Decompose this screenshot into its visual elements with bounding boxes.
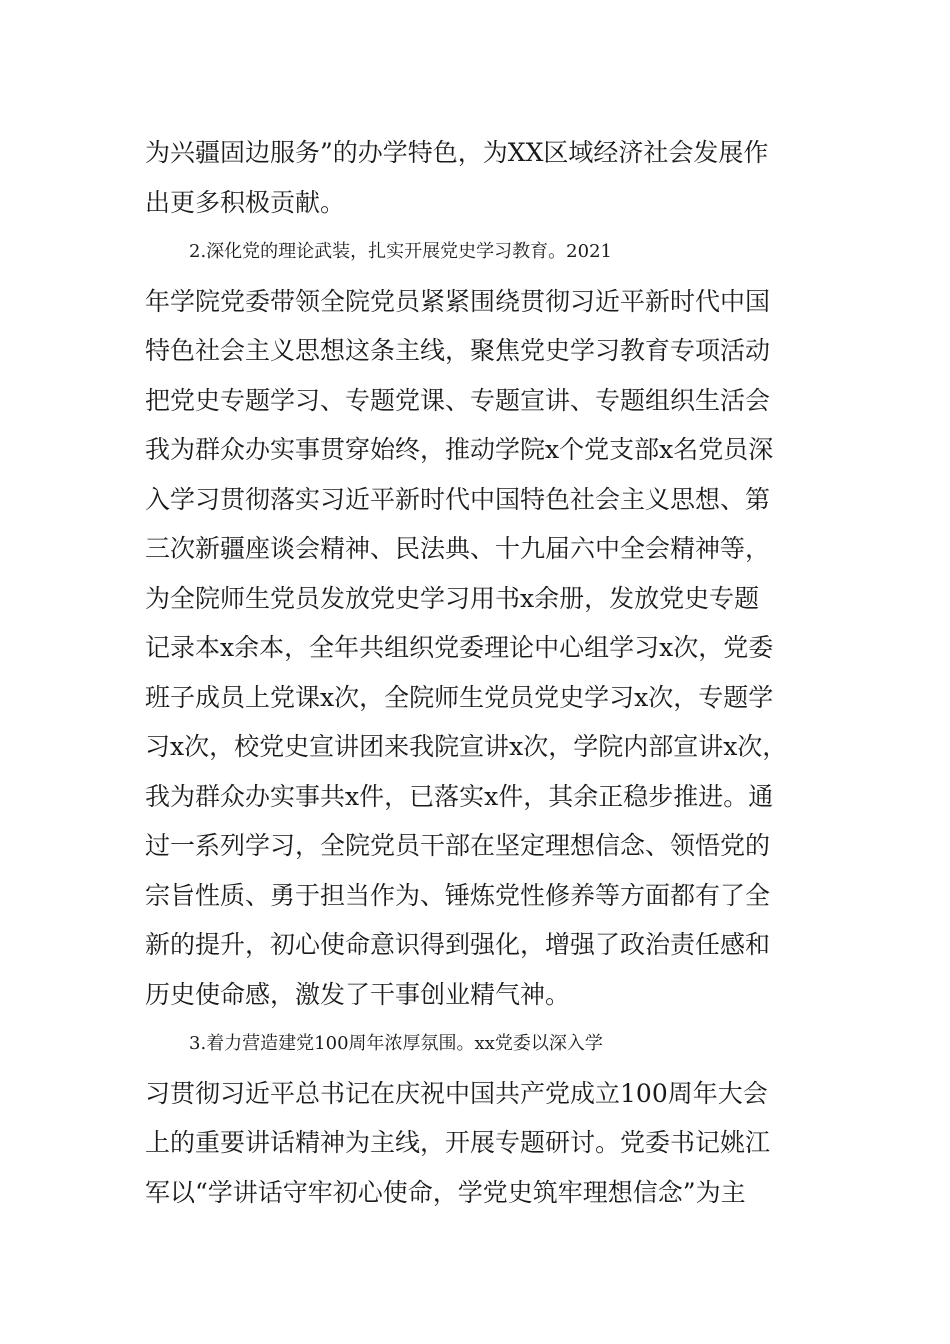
text-line: 三次新疆座谈会精神、民法典、十九届六中全会精神等， bbox=[145, 534, 771, 563]
text-line: 记录本x余本，全年共组织党委理论中心组学习x次，党委 bbox=[145, 633, 774, 662]
text-line: 我为群众办实事贯穿始终，推动学院x个党支部x名党员深 bbox=[145, 435, 774, 464]
text-line: 上的重要讲话精神为主线，开展专题研讨。党委书记姚江 bbox=[145, 1128, 771, 1157]
text-line: 为兴疆固边服务”的办学特色，为XX区域经济社会发展作 bbox=[145, 138, 769, 167]
text-line: 习贯彻习近平总书记在庆祝中国共产党成立100周年大会 bbox=[145, 1078, 768, 1108]
text-line: 年学院党委带领全院党员紧紧围绕贯彻习近平新时代中国 bbox=[145, 286, 771, 316]
text-line: 特色社会主义思想这条主线，聚焦党史学习教育专项活动 bbox=[145, 336, 771, 365]
text-line: 习x次，校党史宣讲团来我院宣讲x次，学院内部宣讲x次， bbox=[145, 732, 788, 761]
text-line: 2.深化党的理论武装，扎实开展党史学习教育。2021 bbox=[189, 241, 612, 262]
document-body bbox=[145, 128, 805, 1217]
text-line: 军以“学讲话守牢初心使命，学党史筑牢理想信念”为主 bbox=[145, 1177, 746, 1207]
text-line: 班子成员上党课x次，全院师生党员党史学习x次，专题学 bbox=[145, 682, 774, 712]
text-line: 为全院师生党员发放党史学习用书x余册，发放党史专题 bbox=[145, 583, 760, 613]
text-line: 入学习贯彻落实习近平新时代中国特色社会主义思想、第 bbox=[145, 484, 771, 514]
text-line: 把党史专题学习、专题党课、专题宣讲、专题组织生活会 bbox=[145, 385, 771, 415]
text-line: 我为群众办实事共x件，已落实x件，其余正稳步推进。通 bbox=[145, 781, 774, 811]
text-line: 历史使命感，激发了干事创业精气神。 bbox=[145, 979, 571, 1009]
text-line: 过一系列学习，全院党员干部在坚定理想信念、领悟党的 bbox=[145, 831, 771, 860]
text-line: 3.着力营造建党100周年浓厚氛围。xx党委以深入学 bbox=[189, 1033, 603, 1054]
text-line: 宗旨性质、勇于担当作为、锤炼党性修养等方面都有了全 bbox=[145, 880, 771, 910]
text-line: 新的提升，初心使命意识得到强化，增强了政治责任感和 bbox=[145, 930, 771, 959]
text-line: 出更多积极贡献。 bbox=[145, 187, 346, 217]
